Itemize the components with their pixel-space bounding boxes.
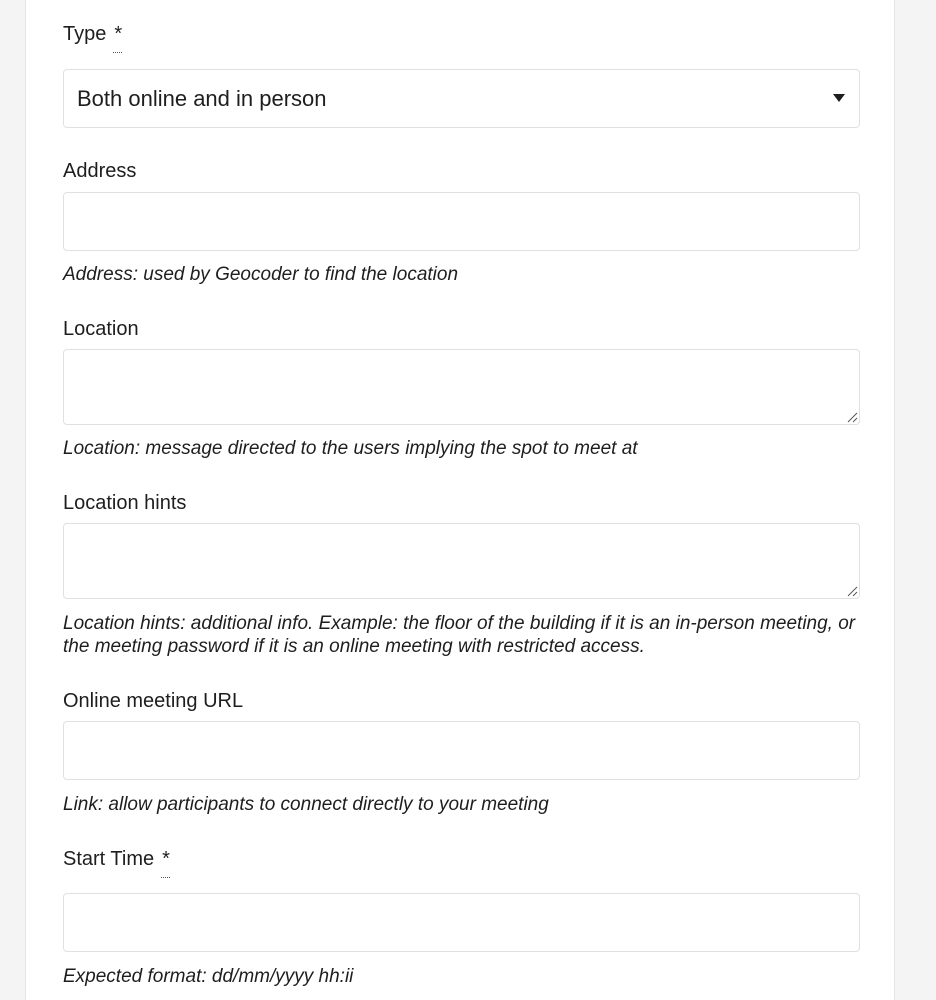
start-time-help-row [63,965,860,988]
online-url-input[interactable] [63,721,860,780]
location-hints-textarea[interactable] [63,523,860,599]
location-textarea-wrapper [63,349,860,425]
online-url-help: Link: allow participants to connect directly to your meeting [63,794,549,815]
location-hints-textarea-wrapper [63,523,860,599]
start-time-input-wrapper [63,893,860,952]
location-hints-label-row [63,491,860,515]
online-url-label: Online meeting URL [63,690,244,712]
address-input[interactable] [63,192,860,251]
type-label: Type [63,23,107,45]
type-select-value: Both online and in person [77,86,327,111]
location-label-row [63,317,860,341]
location-hints-help-row [63,612,860,658]
start-time-label: Start Time [63,848,155,870]
resize-handle-icon[interactable] [846,411,858,423]
start-time-required-marker: * [162,848,170,870]
address-label-row [63,159,860,183]
start-time-label-row [63,847,860,871]
online-url-label-row [63,689,860,713]
location-help: Location: message directed to the users implying the spot to meet at [63,438,638,459]
location-hints-help: Location hints: additional info. Example: the floor of the building if it is an in-person meeting, or the meeting password if it is an online meeting with restricted access. [63,613,856,657]
address-label: Address [63,160,137,182]
resize-handle-icon[interactable] [846,585,858,597]
location-hints-label: Location hints [63,492,187,514]
type-select-wrapper [63,69,860,128]
location-label: Location [63,318,139,340]
form-panel [25,0,895,1000]
address-input-wrapper [63,192,860,251]
address-help: Address: used by Geocoder to find the location [63,264,459,285]
type-required-marker: * [114,23,123,45]
address-help-row [63,263,860,286]
start-time-input[interactable] [63,893,860,952]
location-help-row [63,437,860,460]
location-textarea[interactable] [63,349,860,425]
type-select[interactable] [63,69,860,128]
online-url-input-wrapper [63,721,860,780]
type-field-group [63,22,860,46]
chevron-down-icon [833,94,845,102]
online-url-help-row [63,793,860,816]
start-time-help: Expected format: dd/mm/yyyy hh:ii [63,966,354,987]
